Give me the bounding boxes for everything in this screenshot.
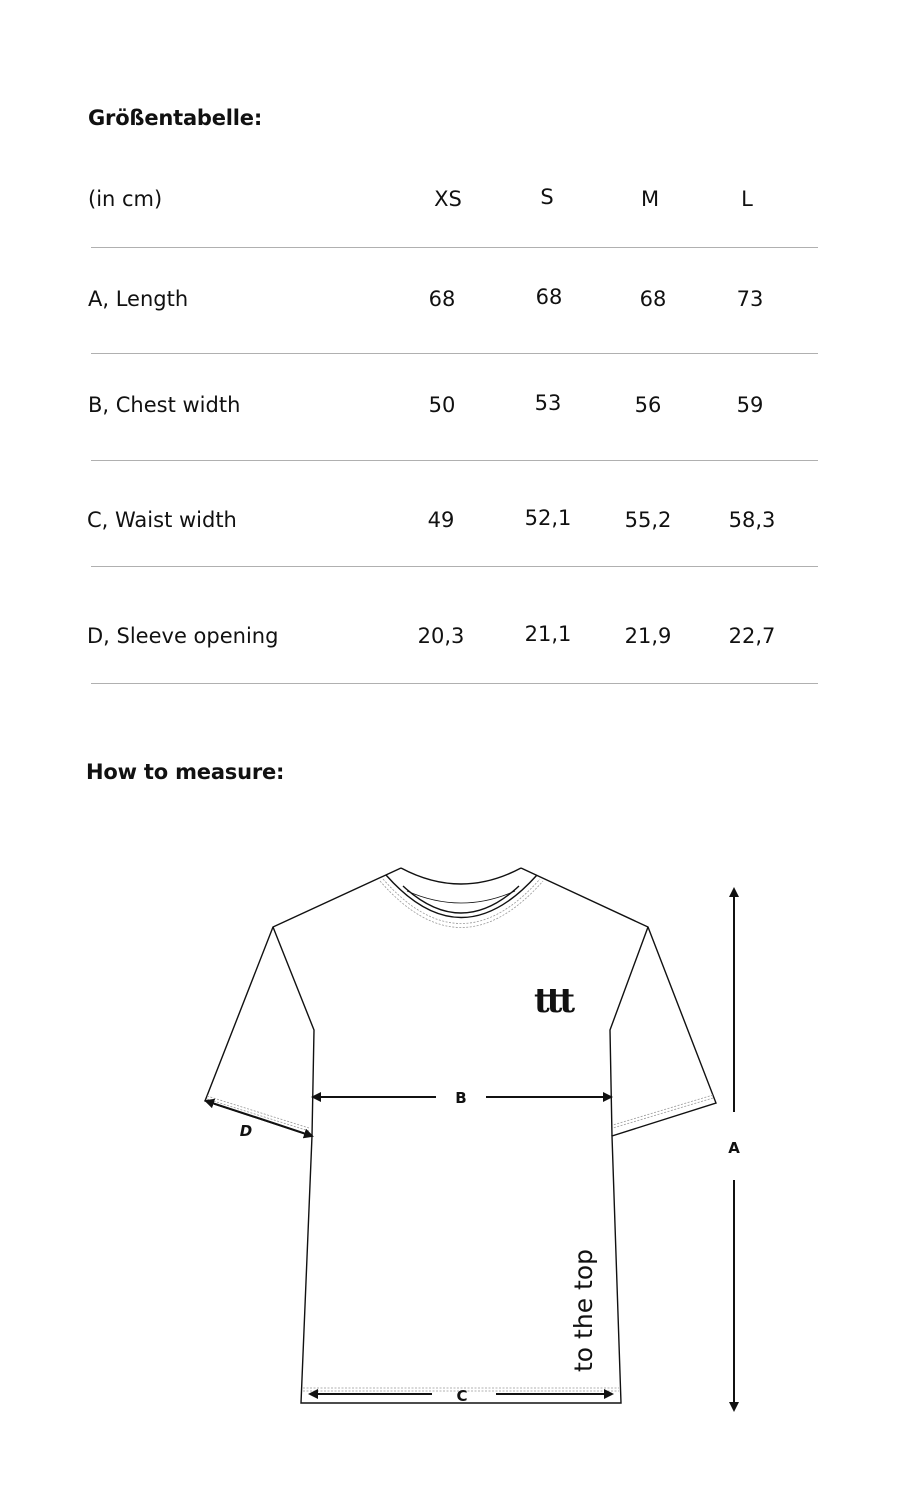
row-label: A, Length [88,287,189,311]
value-s: 21,1 [524,622,572,646]
value-l: 22,7 [728,624,776,648]
size-header-l: L [741,187,753,211]
row-label: B, Chest width [88,393,241,417]
value-l: 59 [736,393,764,417]
size-chart-title: Größentabelle: [88,106,263,130]
value-m: 21,9 [624,624,672,648]
value-m: 55,2 [624,508,672,532]
row-label: D, Sleeve opening [87,624,279,648]
unit-label: (in cm) [88,187,163,211]
tshirt-outline [205,868,716,1403]
value-s: 68 [535,285,563,309]
row-divider [91,460,818,461]
size-header-m: M [640,187,660,211]
size-header-s: S [540,185,554,209]
row-label: C, Waist width [87,508,237,532]
how-to-measure-title: How to measure: [86,760,285,784]
value-s: 52,1 [524,506,572,530]
label-c: C [456,1387,468,1405]
value-xs: 68 [428,287,456,311]
value-l: 58,3 [728,508,776,532]
size-header-xs: XS [434,187,462,211]
row-divider [91,566,818,567]
value-xs: 50 [428,393,456,417]
tshirt-measure-diagram [0,840,900,1440]
label-b: B [455,1089,467,1107]
value-s: 53 [534,391,562,415]
measure-arrows [206,889,734,1410]
brand-logo: ttt [533,981,573,1021]
value-xs: 20,3 [417,624,465,648]
value-l: 73 [736,287,764,311]
value-m: 68 [639,287,667,311]
label-a: A [728,1139,740,1157]
brand-print: to the top [569,1249,598,1372]
value-m: 56 [634,393,662,417]
row-divider [91,683,818,684]
row-divider [91,353,818,354]
label-d: D [239,1122,253,1140]
value-xs: 49 [427,508,455,532]
row-divider [91,247,818,248]
